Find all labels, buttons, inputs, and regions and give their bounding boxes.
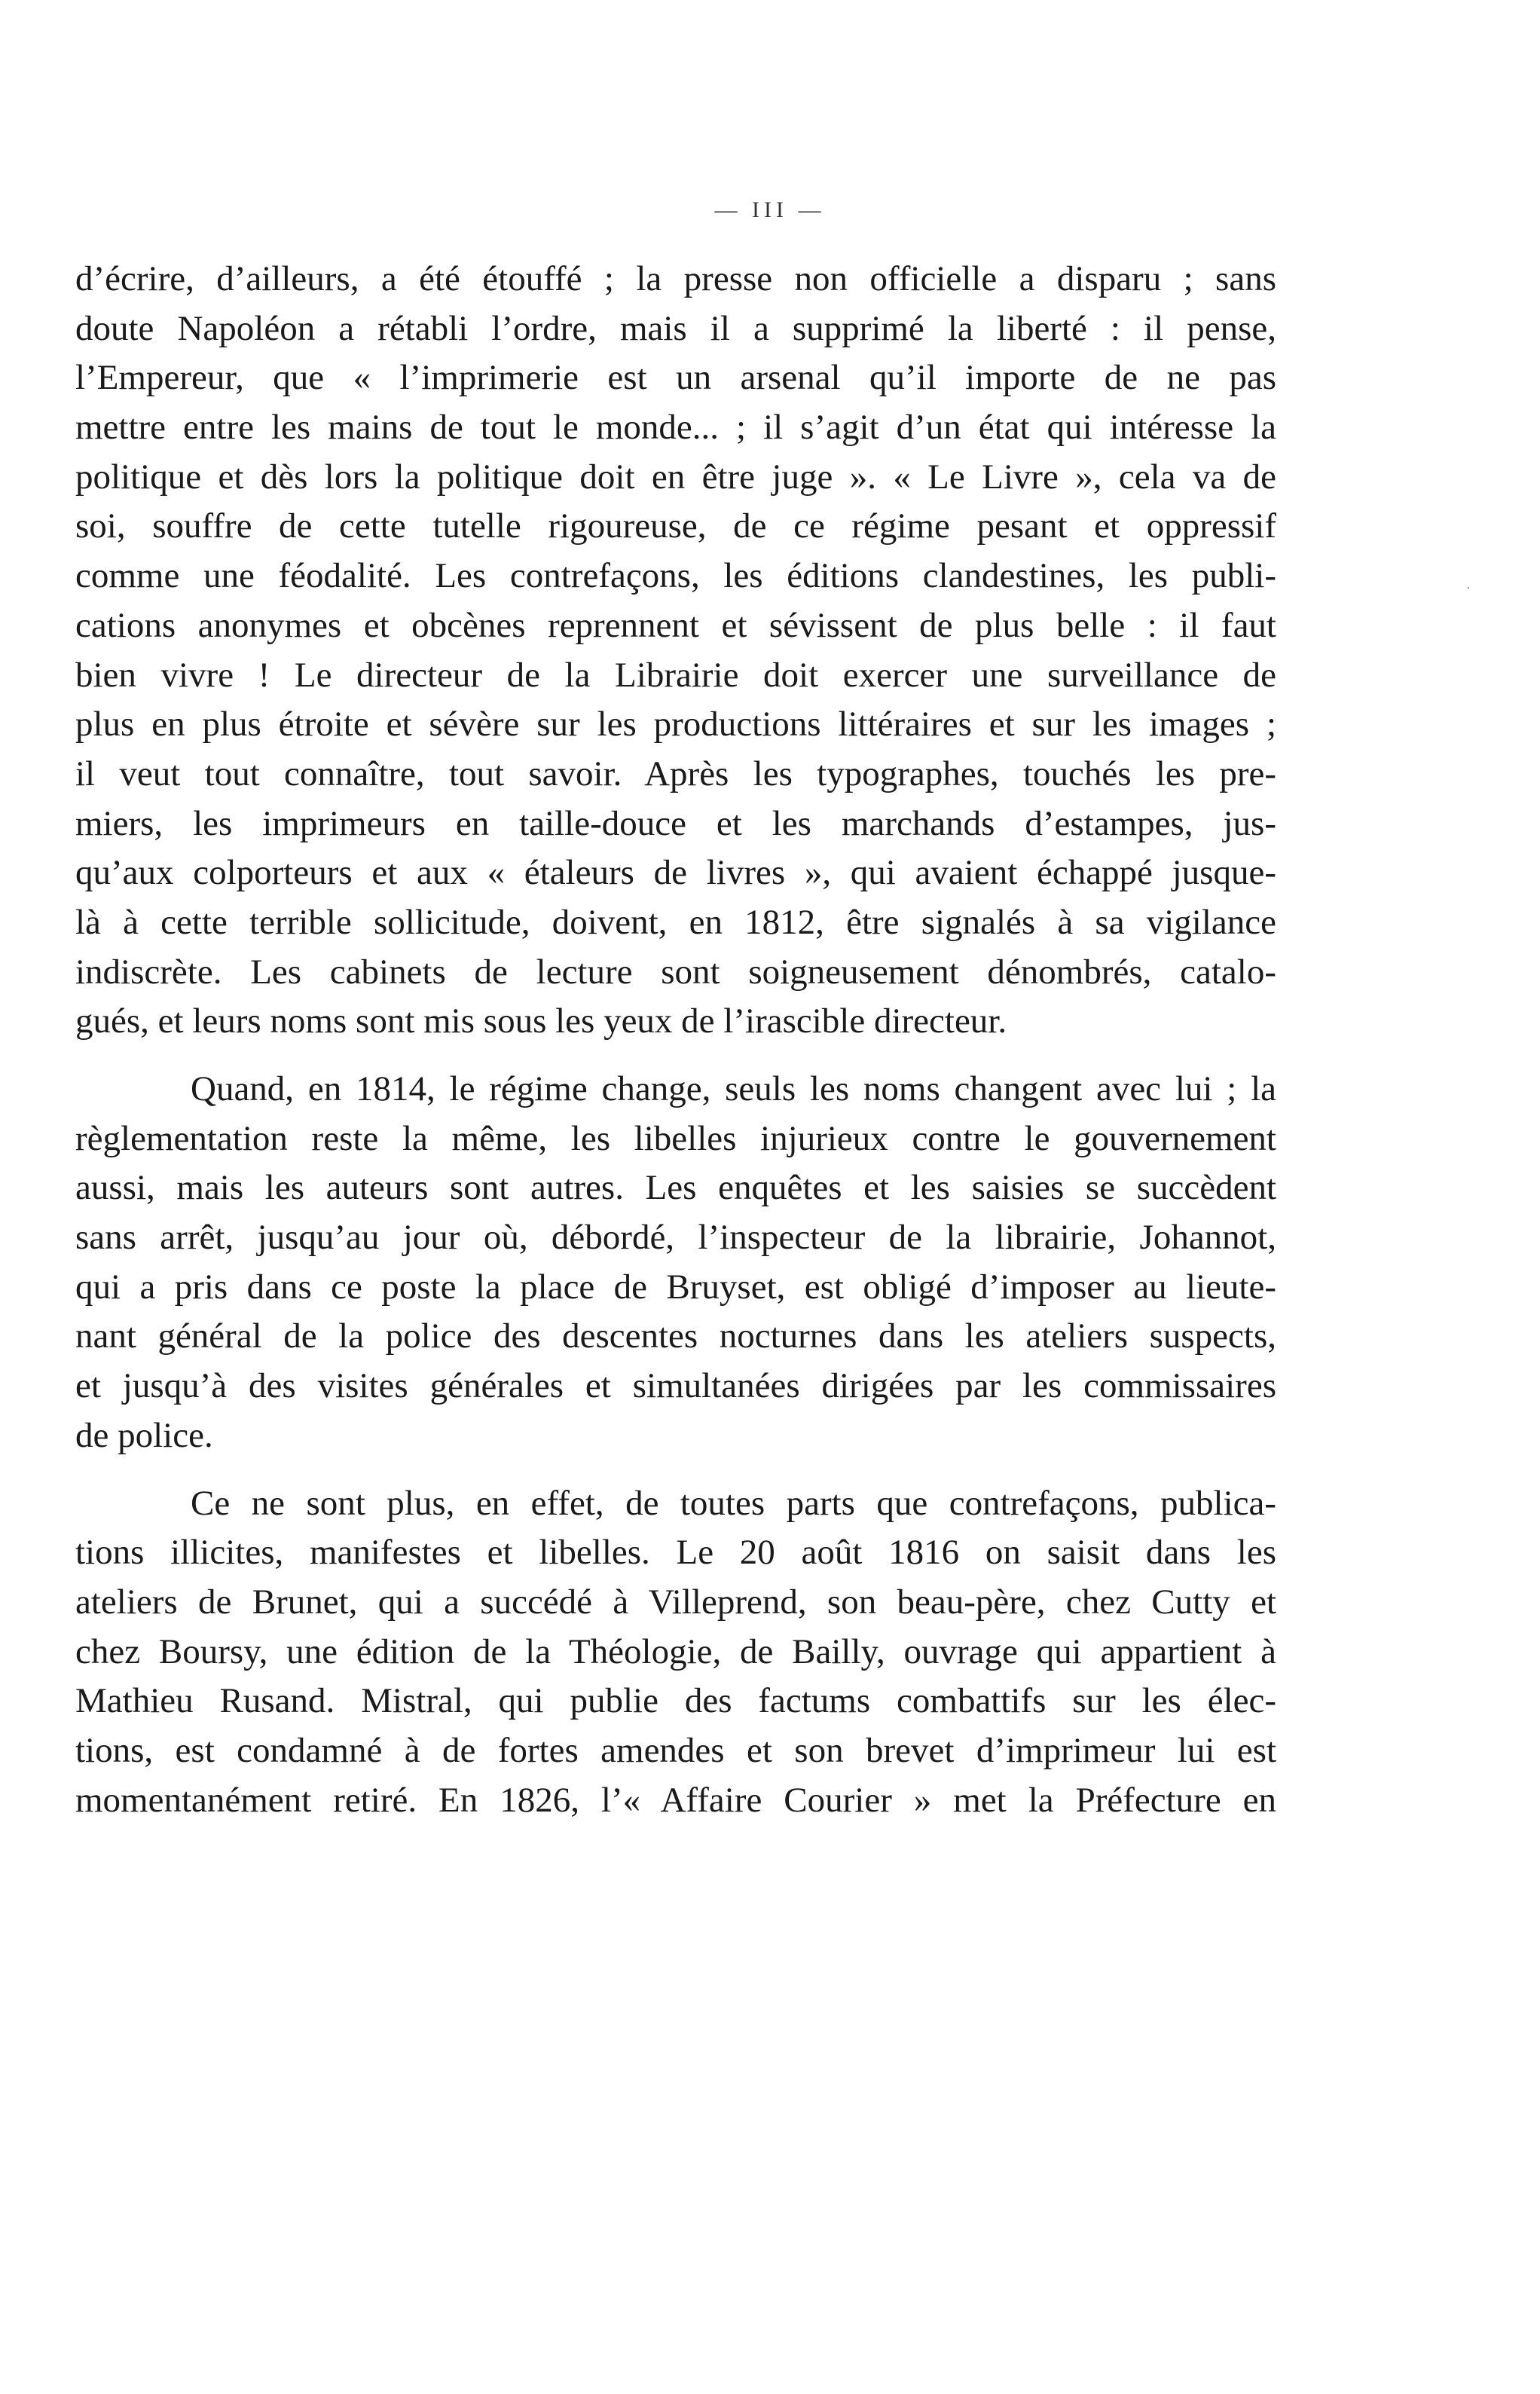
page-number: — III — [714, 197, 826, 222]
text-line: qu’aux colporteurs et aux « étaleurs de livres », qui avaient échappé jusque- [75, 853, 1276, 893]
text-line: gués, et leurs noms sont mis sous les yeux de l’irascible directeur. [75, 1001, 1007, 1041]
text-line: tions illicites, manifestes et libelles. Le 20 août 1816 on saisit dans les [75, 1533, 1276, 1573]
text-line: chez Boursy, une édition de la Théologie, de Bailly, ouvrage qui appartient à [75, 1631, 1276, 1671]
text-line: Mathieu Rusand. Mistral, qui publie des factums combattifs sur les élec- [75, 1681, 1276, 1721]
text-line: il veut tout connaître, tout savoir. Après les typographes, touchés les pre- [75, 754, 1276, 793]
text-line: plus en plus étroite et sévère sur les productions littéraires et sur les images ; [75, 705, 1276, 744]
text-line: règlementation reste la même, les libelles injurieux contre le gouvernement [75, 1118, 1276, 1158]
text-line: mettre entre les mains de tout le monde... ; il s’agit d’un état qui intéresse la [75, 408, 1276, 448]
text-line: qui a pris dans ce poste la place de Bruyset, est obligé d’imposer au lieute- [75, 1267, 1276, 1307]
text-line: doute Napoléon a rétabli l’ordre, mais il a supprimé la liberté : il pense, [75, 308, 1276, 348]
text-line: bien vivre ! Le directeur de la Librairie doit exercer une surveillance de [75, 655, 1276, 695]
text-line: l’Empereur, que « l’imprimerie est un arsenal qu’il importe de ne pas [75, 358, 1276, 398]
text-line: d’écrire, d’ailleurs, a été étouffé ; la presse non officielle a disparu ; sans [75, 259, 1276, 298]
paragraph-spacer [75, 1047, 1276, 1065]
text-line: Ce ne sont plus, en effet, de toutes parts que contrefaçons, publica- [191, 1483, 1276, 1523]
paragraph-2 [75, 1065, 1276, 1461]
text-line: ateliers de Brunet, qui a succédé à Villeprend, son beau-père, chez Cutty et [75, 1582, 1276, 1622]
body-text [75, 255, 1276, 1825]
paragraph-3 [75, 1479, 1276, 1826]
scan-speck-icon: · [1466, 580, 1471, 595]
text-line: momentanément retiré. En 1826, l’« Affaire Courier » met la Préfecture en [75, 1780, 1276, 1820]
text-line: soi, souffre de cette tutelle rigoureuse, de ce régime pesant et oppressif [75, 506, 1276, 546]
paragraph-1 [75, 255, 1276, 1047]
text-line: tions, est condamné à de fortes amendes et son brevet d’imprimeur lui est [75, 1730, 1276, 1770]
paragraph-spacer [75, 1461, 1276, 1479]
text-line: là à cette terrible sollicitude, doivent, en 1812, être signalés à sa vigilance [75, 902, 1276, 942]
text-line: aussi, mais les auteurs sont autres. Les enquêtes et les saisies se succèdent [75, 1168, 1276, 1208]
text-line: miers, les imprimeurs en taille-douce et les marchands d’estampes, jus- [75, 803, 1276, 843]
text-line: comme une féodalité. Les contrefaçons, les éditions clandestines, les publi- [75, 556, 1276, 596]
text-line: politique et dès lors la politique doit en être juge ». « Le Livre », cela va de [75, 457, 1276, 497]
text-line: nant général de la police des descentes nocturnes dans les ateliers suspects, [75, 1316, 1276, 1356]
text-line: indiscrète. Les cabinets de lecture sont soigneusement dénombrés, catalo- [75, 952, 1276, 992]
text-line: et jusqu’à des visites générales et simultanées dirigées par les commissaires [75, 1366, 1276, 1406]
text-line: cations anonymes et obcènes reprennent et sévissent de plus belle : il faut [75, 605, 1276, 645]
text-line: sans arrêt, jusqu’au jour où, débordé, l’inspecteur de la librairie, Johannot, [75, 1218, 1276, 1258]
text-line: Quand, en 1814, le régime change, seuls les noms changent avec lui ; la [191, 1069, 1276, 1108]
text-line: de police. [75, 1415, 213, 1455]
